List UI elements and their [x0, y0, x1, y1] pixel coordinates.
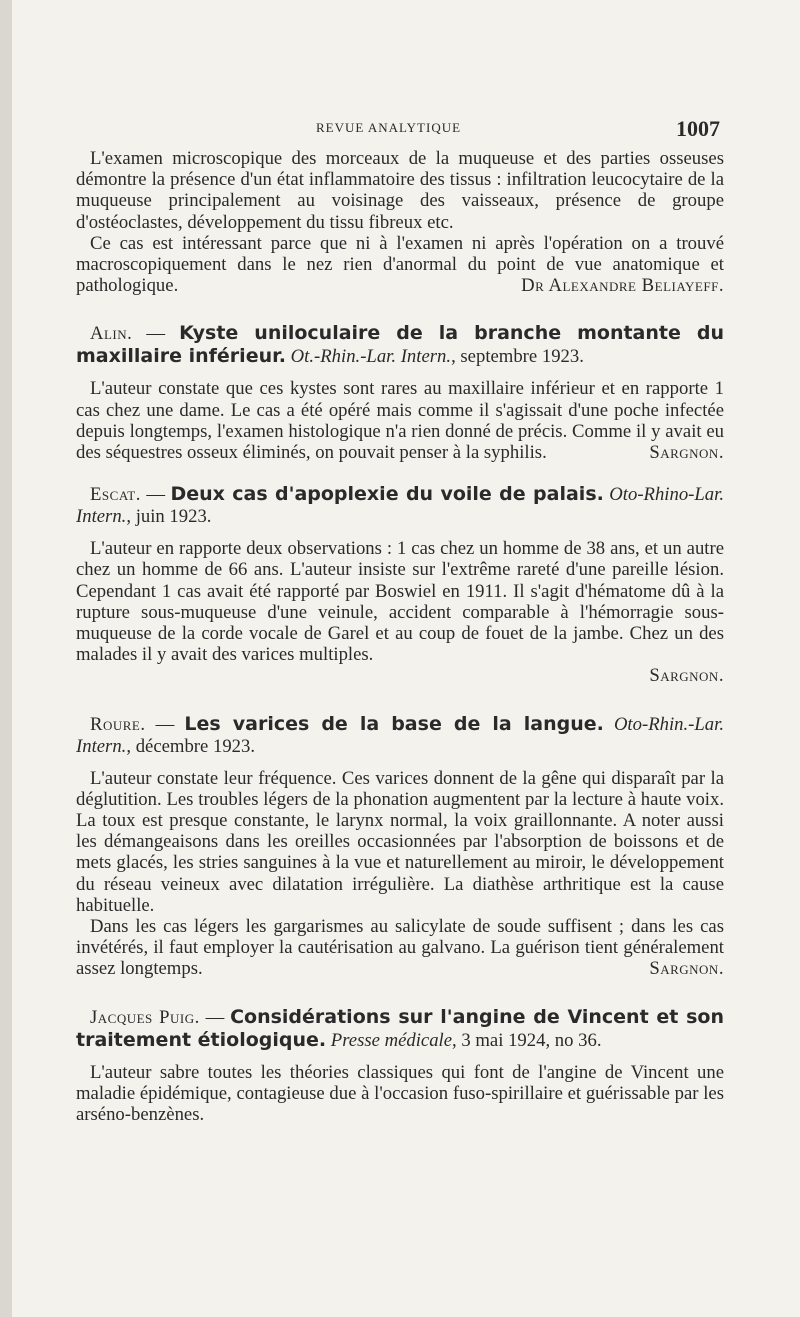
- review-date: , décembre 1923.: [126, 735, 256, 757]
- intro-paragraph-2: [76, 233, 724, 297]
- page-header: [0, 112, 800, 142]
- review-date: , juin 1923.: [126, 506, 212, 528]
- review-author: Jacques Puig.: [90, 1006, 200, 1028]
- intro-section: [76, 148, 724, 296]
- review-signature: Sargnon.: [649, 442, 724, 464]
- review-author: Roure.: [90, 713, 146, 735]
- review-text: L'auteur constate que ces kystes sont rares au maxillaire inférieur et en rapporte 1 cas chez une dame. Le cas a été opéré mais comme il s'agissait d'une poche infectée depuis longtemps, l'examen histologique n'a rien donné de précis. Comme il y avait eu des séquestres osseux éliminés, on pouvait penser à la syphilis.: [76, 378, 724, 464]
- intro-signature: Dr Alexandre Beliayeff.: [521, 275, 724, 297]
- review-heading: Alin. — Kyste uniloculaire de la branche montante du maxillaire inférieur. Ot.-Rhin.-Lar. Intern., septembre 1923.: [76, 322, 724, 368]
- running-head: REVUE ANALYTIQUE: [316, 120, 462, 135]
- review-puig: [76, 1006, 724, 1126]
- review-date: , 3 mai 1924, no 36.: [452, 1029, 602, 1051]
- page-number: 1007: [676, 116, 720, 141]
- review-paragraph: L'auteur sabre toutes les théories classiques qui font de l'angine de Vincent une maladie épidémique, contagieuse due à l'occasion fuso-spirillaire et guérissable par les arséno-benzènes.: [76, 1061, 724, 1126]
- review-date: , septembre 1923.: [451, 346, 584, 368]
- review-journal: Ot.-Rhin.-Lar. Intern.: [290, 346, 452, 368]
- review-alin: [76, 322, 724, 463]
- review-author: Alin.: [90, 323, 133, 345]
- review-escat: [76, 483, 724, 686]
- article-body: [76, 148, 724, 1125]
- review-author: Escat.: [90, 484, 141, 506]
- review-text: Dans les cas légers les gargarismes au salicylate de soude suffisent ; dans les cas invétérés, il faut employer la cautérisation au galvano. La guérison tient généralement assez longtemps.: [76, 916, 724, 980]
- review-title: Deux cas d'apoplexie du voile de palais.: [170, 483, 604, 506]
- review-title: Considérations sur l'angine de Vincent et son traitement étiologique.: [76, 1005, 725, 1051]
- review-heading: Escat. — Deux cas d'apoplexie du voile de palais. Oto-Rhino-Lar. Intern., juin 1923.: [76, 483, 725, 528]
- review-paragraph: L'auteur en rapporte deux observations : 1 cas chez un homme de 38 ans, et un autre chez un homme de 66 ans. L'auteur insiste sur l'extrême rareté d'une pareille lésion. Cependant 1 cas avait été rapporté par Boswiel en 1911. Il s'agit d'hématome dû à la rupture sous-muqueuse d'une veinule, accident comparable à l'hémorragie sous-muqueuse de la corde vocale de Garel et au coup de fouet de la jambe. Chez un des malades il y avait des varices multiples.: [76, 538, 724, 666]
- intro-paragraph-1: L'examen microscopique des morceaux de la muqueuse et des parties osseuses démontre la présence d'un état inflammatoire des tissus : infiltration leucocytaire de la muqueuse principalement au voisinage des vaisseaux, présence de groupe d'ostéoclastes, développement du tissu fibreux etc.: [76, 148, 724, 233]
- review-paragraph: [76, 378, 724, 463]
- review-paragraph: L'auteur constate leur fréquence. Ces varices donnent de la gêne qui disparaît par la déglutition. Les troubles légers de la phonation augmentent par la lecture à haute voix. La toux est presque constante, le larynx normal, la voix graillonnante. A noter aussi les démangeaisons dans les oreilles occasionnées par l'absorption de boissons et de mets glacés, les stries sanguines à la vue et naturellement au miroir, le développement du réseau veineux avec dilatation irrégulière. La diathèse arthritique est la cause habituelle.: [76, 767, 724, 916]
- review-signature: Sargnon.: [649, 665, 724, 687]
- review-journal: Presse médicale: [330, 1029, 453, 1051]
- review-heading: Roure. — Les varices de la base de la langue. Oto-Rhin.-Lar. Intern., décembre 1923.: [76, 712, 724, 757]
- intro-paragraph-2-text: Ce cas est intéressant parce que ni à l'examen ni après l'opération on a trouvé macroscopiquement dans le nez rien d'anormal du point de vue anatomique et pathologique.: [76, 232, 724, 297]
- review-signature: Sargnon.: [649, 958, 724, 980]
- review-roure: [76, 713, 724, 980]
- review-heading: Jacques Puig. — Considérations sur l'angine de Vincent et son traitement étiologique. Presse médicale, 3 mai 1924, no 36.: [76, 1005, 725, 1051]
- review-journal: Oto-Rhin.-Lar. Intern.: [76, 713, 724, 757]
- review-paragraph: [76, 916, 724, 980]
- review-title: Kyste uniloculaire de la branche montante du maxillaire inférieur.: [76, 322, 724, 368]
- review-title: Les varices de la base de la langue.: [184, 712, 604, 735]
- review-journal: Oto-Rhino-Lar. Intern.: [76, 484, 725, 528]
